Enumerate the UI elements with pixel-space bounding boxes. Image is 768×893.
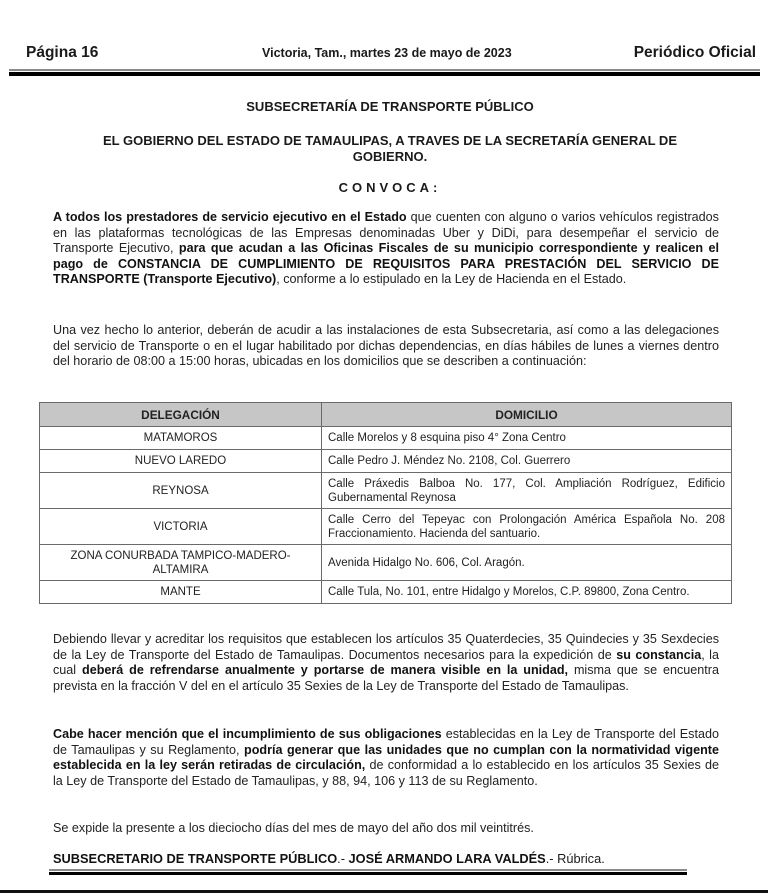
- body-text: que cuenten con alguno o varios vehículos registrados en las plataformas tecnológicas de las Empresas denominadas Uber y DiDi, para desempeñar el servicio de Transporte Ejecutivo,: [53, 210, 719, 255]
- paragraph-instrucciones: Una vez hecho lo anterior, deberán de acudir a las instalaciones de esta Subsecretaria, así como a las delegaciones del servicio de Transporte o en el lugar habilitado por dichas dependencias, en días hábiles de lunes a viernes dentro del horario de 08:00 a 15:00 horas, ubicadas en los domicilios que se describen a continuación:: [53, 323, 719, 368]
- issue-date: Victoria, Tam., martes 23 de mayo de 2023: [262, 46, 512, 60]
- bold-text: podría generar que las unidades que no cumplan con la normatividad vigente establecida en la ley serán retiradas de circulación,: [53, 742, 719, 772]
- signer-title: SUBSECRETARIO DE TRANSPORTE PÚBLICO: [53, 851, 338, 866]
- body-text: Debiendo llevar y acreditar los requisitos que establecen los artículos 35 Quaterdecies, 35 Quindecies y 35 Sexdecies de la Ley de Transporte del Estado de Tamaulipas. Documentos necesarios para la expedición de: [53, 632, 719, 662]
- bold-text: A todos los prestadores de servicio ejecutivo en el Estado: [53, 210, 407, 224]
- cell-delegacion: VICTORIA: [40, 509, 322, 545]
- bold-text: para que acudan a las Oficinas Fiscales de su municipio correspondiente y realicen el pago de CONSTANCIA DE CUMPLIMIENTO DE REQUISITOS PARA PRESTACIÓN DEL SERVICIO DE TRANSPORTE (Transporte Ejecutivo): [53, 241, 719, 286]
- bold-text: Cabe hacer mención que el incumplimiento de sus obligaciones: [53, 727, 442, 741]
- cell-delegacion: REYNOSA: [40, 473, 322, 509]
- bold-text: deberá de refrendarse anualmente y portarse de manera visible en la unidad,: [82, 663, 569, 677]
- footer-divider-thick: [49, 872, 687, 875]
- body-text: misma que se encuentra prevista en la fracción V del en el artículo 35 Sexies de la Ley de Transporte del Estado de Tamaulipas.: [53, 663, 719, 693]
- paragraph-expedicion: Se expide la presente a los dieciocho días del mes de mayo del año dos mil veintitrés.: [53, 821, 534, 835]
- column-header-delegacion: DELEGACIÓN: [40, 403, 322, 427]
- cell-domicilio: Calle Tula, No. 101, entre Hidalgo y Morelos, C.P. 89800, Zona Centro.: [322, 581, 732, 604]
- table-row: [40, 450, 732, 473]
- table-row: [40, 509, 732, 545]
- body-text: establecidas en la Ley de Transporte del Estado de Tamaulipas y su Reglamento,: [53, 727, 719, 757]
- page-number: Página 16: [26, 44, 99, 61]
- body-text: , conforme a lo estipulado en la Ley de Hacienda en el Estado.: [276, 272, 627, 286]
- delegations-table: [39, 402, 732, 604]
- rubrica-label: Rúbrica.: [557, 851, 605, 866]
- table-row: [40, 427, 732, 450]
- footer-divider: [49, 869, 687, 875]
- column-header-domicilio: DOMICILIO: [322, 403, 732, 427]
- cell-domicilio: Calle Práxedis Balboa No. 177, Col. Ampliación Rodríguez, Edificio Gubernamental Reynosa: [322, 473, 732, 509]
- header-divider: [9, 69, 760, 76]
- header-divider-thick: [9, 72, 760, 76]
- table-header-row: [40, 403, 732, 427]
- cell-domicilio: Calle Morelos y 8 esquina piso 4° Zona Centro: [322, 427, 732, 450]
- bold-text: su constancia: [616, 647, 702, 662]
- page-header: [26, 44, 756, 64]
- cell-delegacion: MANTE: [40, 581, 322, 604]
- heading-convoca: CONVOCA:: [338, 180, 442, 195]
- header-divider-thin: [9, 69, 760, 71]
- footer-divider-thin: [49, 869, 687, 871]
- body-text: de conformidad a lo establecido en los artículos 35 Sexies de la Ley de Transporte del Estado de Tamaulipas, y 88, 94, 106 y 113 de su Reglamento.: [53, 758, 719, 788]
- cell-domicilio: Calle Pedro J. Méndez No. 2108, Col. Guerrero: [322, 450, 732, 473]
- heading-gobierno-line1: EL GOBIERNO DEL ESTADO DE TAMAULIPAS, A TRAVES DE LA SECRETARÍA GENERAL DE: [103, 133, 677, 148]
- cell-delegacion: ZONA CONURBADA TAMPICO-MADERO-ALTAMIRA: [40, 545, 322, 581]
- signer-name: JOSÉ ARMANDO LARA VALDÉS: [348, 851, 546, 866]
- cell-domicilio: Calle Cerro del Tepeyac con Prolongación América Española No. 208 Fraccionamiento. Hacienda del santuario.: [322, 509, 732, 545]
- cell-delegacion: NUEVO LAREDO: [40, 450, 322, 473]
- table-row: [40, 581, 732, 604]
- cell-delegacion: MATAMOROS: [40, 427, 322, 450]
- body-text: , la cual: [53, 647, 719, 677]
- heading-gobierno: [40, 133, 740, 165]
- paragraph-requisitos: [53, 632, 719, 694]
- publication-name: Periódico Oficial: [633, 44, 756, 61]
- paragraph-convocatoria: [53, 210, 719, 288]
- separator: .-: [545, 851, 558, 866]
- heading-gobierno-line2: GOBIERNO.: [352, 149, 428, 164]
- table-row: [40, 473, 732, 509]
- separator: .-: [337, 851, 349, 866]
- table-row: [40, 545, 732, 581]
- heading-subsecretaria: SUBSECRETARÍA DE TRANSPORTE PÚBLICO: [246, 99, 534, 114]
- signature-line: [53, 851, 605, 866]
- paragraph-advertencia: [53, 727, 719, 789]
- cell-domicilio: Avenida Hidalgo No. 606, Col. Aragón.: [322, 545, 732, 581]
